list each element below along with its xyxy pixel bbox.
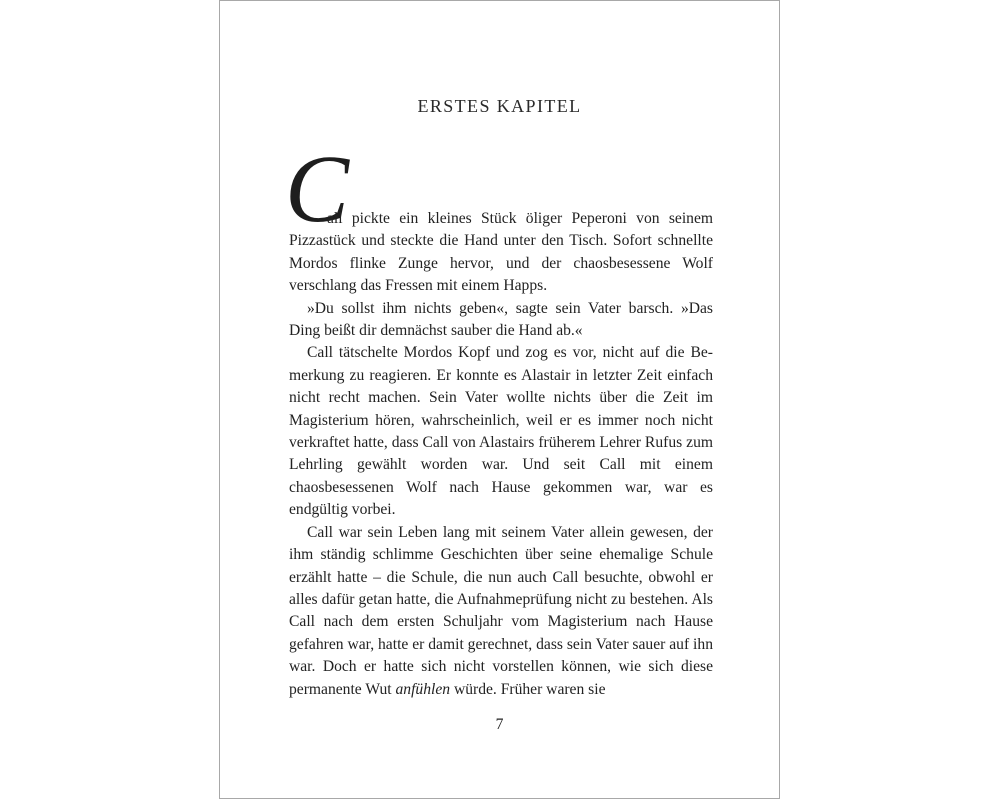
emphasized-word: anfühlen (395, 680, 451, 698)
paragraph-4-text-start: Call war sein Leben lang mit seinem Vater allein gewesen, der ihm ständig schlimme Geschichten über seine ehemalige Schule erzählt hatte – die Schule, die nun auch Call besuchte, obwohl er alles dafür getan hatte, die Aufnahmeprüfung nicht zu bestehen. Als Call nach dem ersten Schuljahr vom Magisterium nach Hause gefahren war, hatte er damit gerechnet, dass sein Vater sauer auf ihn war. Doch er hatte sich nicht vorstellen können, wie sich diese permanente Wut (289, 523, 713, 698)
page-number: 7 (495, 716, 504, 733)
paragraph-1 (289, 208, 713, 298)
paragraph-1-text: all pickte ein kleines Stück öliger Peperoni von seinem Pizzastück und steckte die Hand unter den Tisch. Sofort schnellte Mordos flinke Zunge hervor, und der chaosbesessene Wolf verschlang das Fressen mit einem Happs. (289, 210, 713, 295)
paragraph-4-text-end: würde. Früher waren sie (450, 680, 606, 698)
chapter-body (289, 208, 713, 701)
drop-cap-initial: C (285, 135, 350, 242)
paragraph-3: Call tätschelte Mordos Kopf und zog es vor, nicht auf die Bemerkung zu reagieren. Er konnte es Alastair in letzter Zeit einfach nicht recht machen. Sein Vater wollte nichts über die Zeit im Magisterium hören, wahrscheinlich, weil er es immer noch nicht verkraftet hatte, dass Call von Alastairs früherem Lehrer Rufus zum Lehrling gewählt worden war. Und seit Call mit einem chaosbesessenen Wolf nach Hause gekommen war, war es endgültig vorbei. (289, 344, 713, 519)
paragraph-4 (289, 522, 713, 701)
paragraph-2: »Du sollst ihm nichts geben«, sagte sein Vater barsch. »Das Ding beißt dir demnächst sauber die Hand ab.« (289, 299, 713, 340)
book-page (219, 0, 780, 799)
chapter-title: ERSTES KAPITEL (417, 96, 582, 116)
